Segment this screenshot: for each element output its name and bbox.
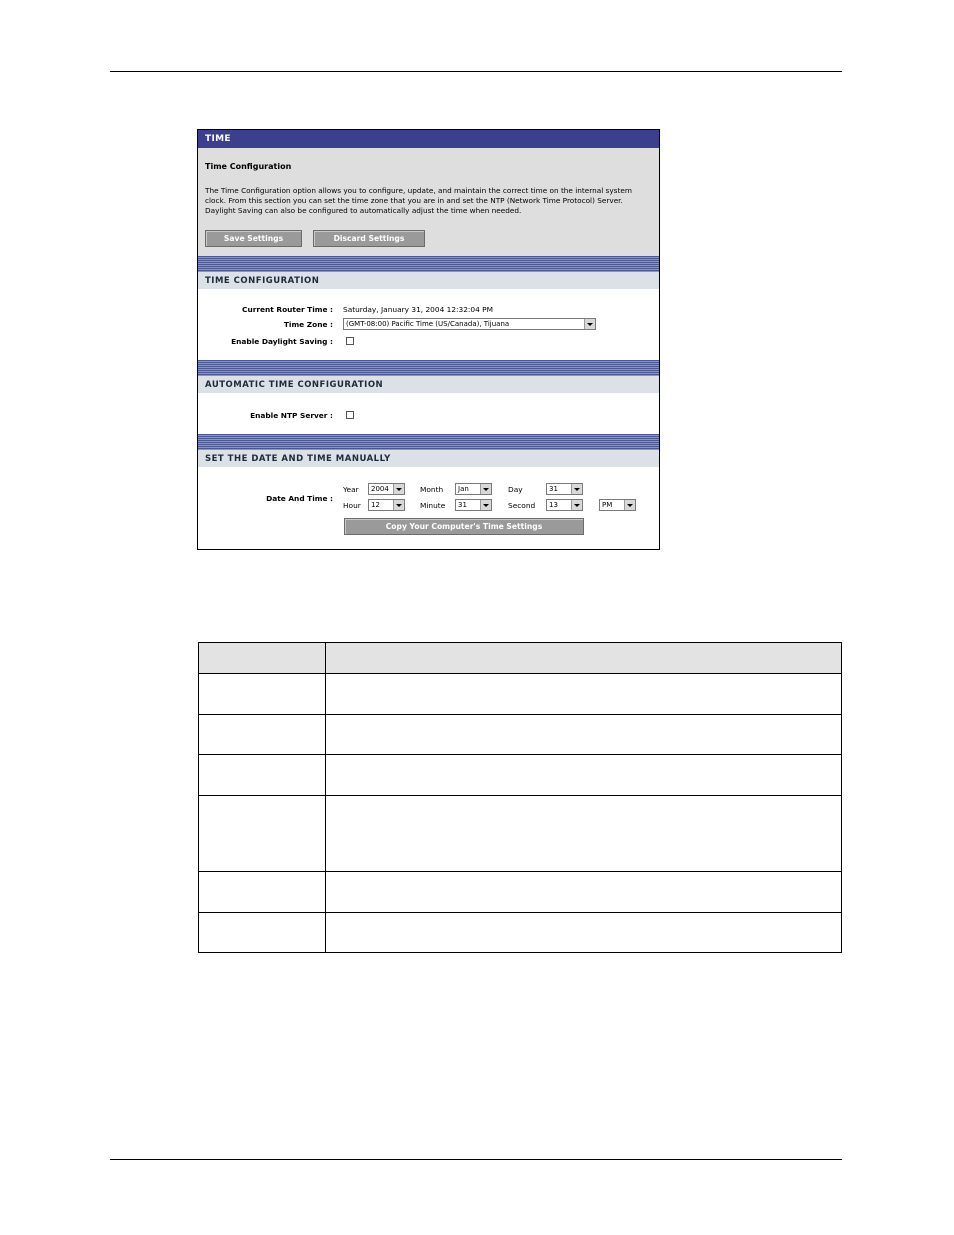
table-cell <box>199 715 326 755</box>
chevron-down-icon <box>480 484 491 494</box>
table-header-row <box>199 643 842 674</box>
table-row <box>199 674 842 715</box>
minute-select-value: 31 <box>458 501 467 509</box>
table-cell <box>199 872 326 913</box>
table-row <box>199 913 842 953</box>
automatic-time-configuration-section <box>198 393 659 434</box>
year-select[interactable] <box>368 483 405 495</box>
section-divider <box>198 360 659 376</box>
chevron-down-icon <box>624 500 635 510</box>
time-configuration-section <box>198 289 659 360</box>
time-configuration-header: TIME CONFIGURATION <box>198 272 659 289</box>
save-settings-button[interactable]: Save Settings <box>205 230 302 247</box>
footer-rule <box>110 1159 842 1160</box>
intro-heading: Time Configuration <box>205 162 292 171</box>
year-select-value: 2004 <box>371 485 389 493</box>
ampm-select-value: PM <box>602 501 613 509</box>
chevron-down-icon <box>480 500 491 510</box>
year-label: Year <box>343 485 359 494</box>
table-row <box>199 796 842 872</box>
time-settings-panel <box>197 129 660 550</box>
copy-computer-time-button[interactable]: Copy Your Computer's Time Settings <box>344 518 584 535</box>
second-select[interactable] <box>546 499 583 511</box>
field-description-table <box>198 642 842 953</box>
ampm-select[interactable] <box>599 499 636 511</box>
table-cell <box>199 796 326 872</box>
table-cell <box>326 715 842 755</box>
second-select-value: 13 <box>549 501 558 509</box>
table-header-cell <box>326 643 842 674</box>
table-row <box>199 755 842 796</box>
timezone-select-value: (GMT-08:00) Pacific Time (US/Canada), Tijuana <box>346 320 510 328</box>
ntp-server-label: Enable NTP Server : <box>250 411 333 420</box>
table-cell <box>199 913 326 953</box>
intro-section <box>198 148 659 256</box>
hour-select-value: 12 <box>371 501 380 509</box>
table-cell <box>326 872 842 913</box>
router-time-label: Current Router Time : <box>242 305 333 314</box>
timezone-select[interactable] <box>343 318 596 330</box>
router-time-value: Saturday, January 31, 2004 12:32:04 PM <box>343 305 494 314</box>
chevron-down-icon <box>571 484 582 494</box>
chevron-down-icon <box>571 500 582 510</box>
timezone-label: Time Zone : <box>283 320 333 329</box>
table-row <box>199 872 842 913</box>
table-cell <box>326 796 842 872</box>
manual-date-time-header: SET THE DATE AND TIME MANUALLY <box>198 450 659 467</box>
month-select[interactable] <box>455 483 492 495</box>
automatic-time-configuration-header: AUTOMATIC TIME CONFIGURATION <box>198 376 659 393</box>
chevron-down-icon <box>584 319 595 329</box>
minute-select[interactable] <box>455 499 492 511</box>
table-cell <box>199 674 326 715</box>
day-select-value: 31 <box>549 485 558 493</box>
section-divider <box>198 434 659 450</box>
daylight-saving-checkbox[interactable] <box>346 337 354 345</box>
table-cell <box>326 913 842 953</box>
day-select[interactable] <box>546 483 583 495</box>
header-rule <box>110 71 842 72</box>
intro-text: The Time Configuration option allows you to configure, update, and maintain the correct time on the internal system clock. From this section you can set the time zone that you are in and set the NTP (Network Time Protocol) Server. Daylight Saving can also be configured to automatically adjust the time when needed. <box>205 186 632 216</box>
daylight-saving-label: Enable Daylight Saving : <box>231 337 333 346</box>
discard-settings-button[interactable]: Discard Settings <box>313 230 425 247</box>
table-cell <box>326 755 842 796</box>
second-label: Second <box>508 501 536 510</box>
ntp-server-checkbox[interactable] <box>346 411 354 419</box>
minute-label: Minute <box>420 501 446 510</box>
panel-title: TIME <box>198 130 659 148</box>
date-and-time-label: Date And Time : <box>266 494 333 503</box>
chevron-down-icon <box>393 500 404 510</box>
table-row <box>199 715 842 755</box>
table-cell <box>199 755 326 796</box>
table-header-cell <box>199 643 326 674</box>
chevron-down-icon <box>393 484 404 494</box>
hour-label: Hour <box>343 501 361 510</box>
day-label: Day <box>508 485 523 494</box>
section-divider <box>198 256 659 272</box>
month-label: Month <box>420 485 444 494</box>
manual-date-time-section <box>198 467 659 547</box>
hour-select[interactable] <box>368 499 405 511</box>
table-cell <box>326 674 842 715</box>
month-select-value: Jan <box>458 485 469 493</box>
